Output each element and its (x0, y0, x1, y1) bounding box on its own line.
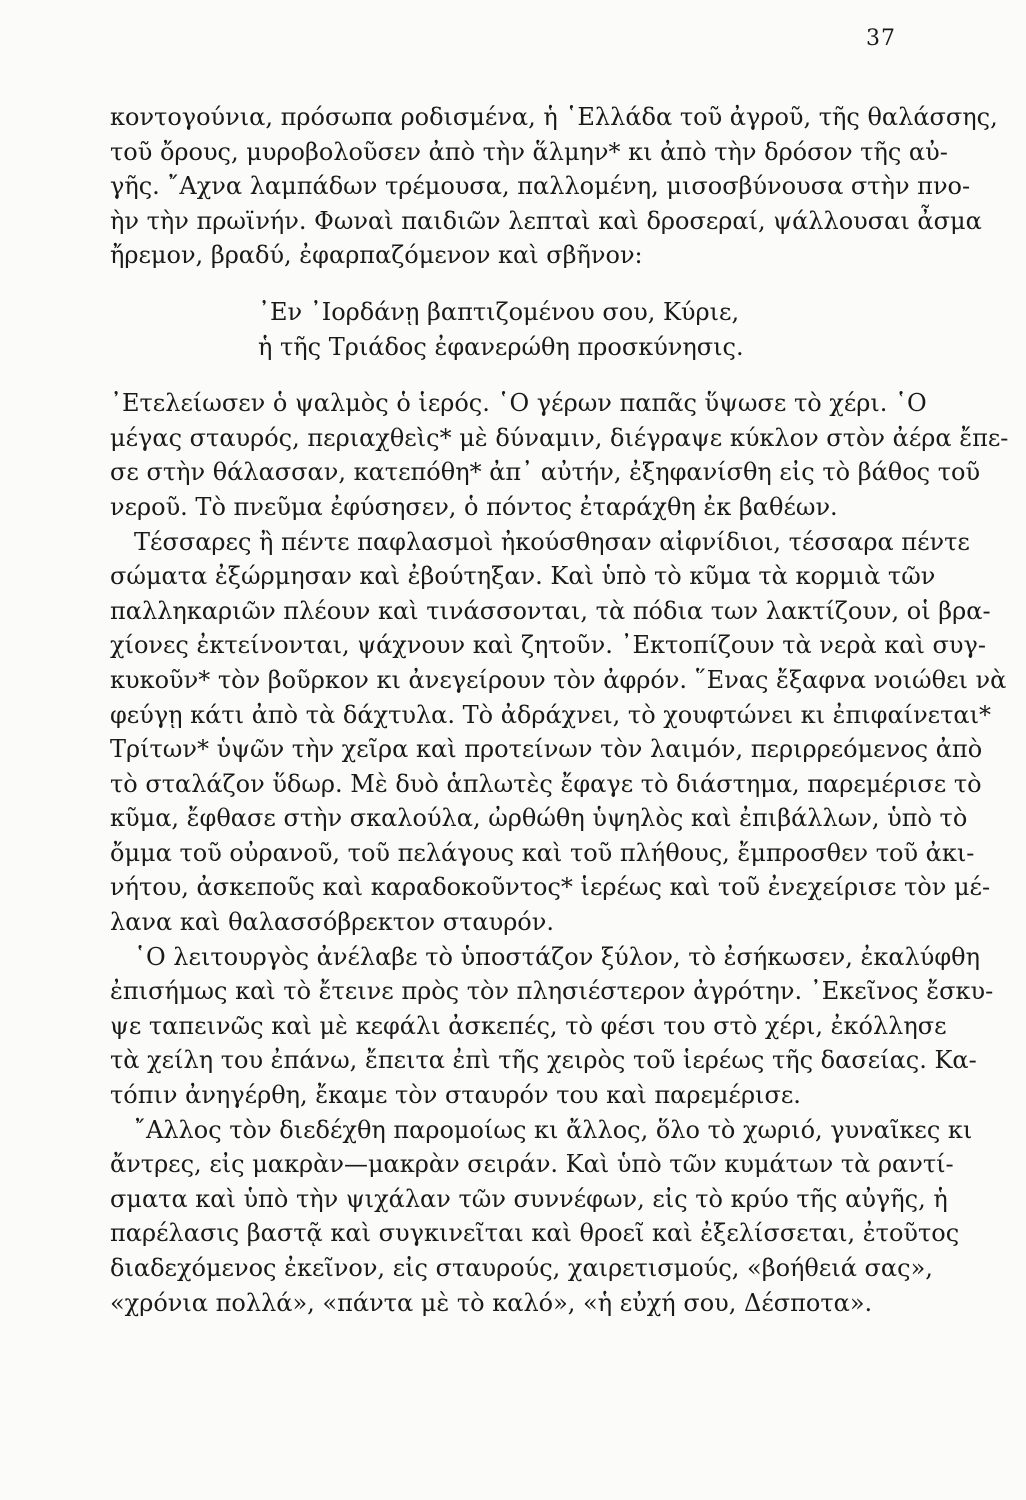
paragraph-2 (110, 386, 1009, 524)
text-line: μέγας σταυρός, περιαχθεὶς* μὲ δύναμιν, διέγραψε κύκλον στὸν ἀέρα ἔπε- (110, 423, 1009, 452)
text-line: ὴν τὴν πρωϊνήν. Φωναὶ παιδιῶν λεπταὶ καὶ δροσεραί, ψάλλουσαι ἆσμα (110, 206, 982, 235)
text-line: κυκοῦν* τὸν βοῦρκον κι ἀνεγείρουν τὸν ἀφρόν. ῞Ενας ἔξαφνα νοιώθει νὰ (110, 665, 1007, 694)
paragraph-5 (110, 1113, 973, 1321)
text-line: ᾿Ετελείωσεν ὁ ψαλμὸς ὁ ἱερός. ῾Ο γέρων παπᾶς ὕψωσε τὸ χέρι. ῾Ο (110, 389, 927, 418)
text-line: ἐπισήμως καὶ τὸ ἔτεινε πρὸς τὸν πλησιέστερον ἀγρότην. ᾿Εκεῖνος ἔσκυ- (110, 977, 994, 1006)
text-line: διαδεχόμενος ἐκεῖνον, εἰς σταυρούς, χαιρετισμούς, «βοήθειά σας», (110, 1254, 933, 1282)
text-line: τοῦ ὄρους, μυροβολοῦσεν ἀπὸ τὴν ἅλμην* κι ἀπὸ τὴν δρόσον τῆς αὐ- (110, 137, 948, 166)
paragraph-3 (110, 525, 1007, 940)
verse-quote (110, 295, 930, 364)
text-line: κῦμα, ἔφθασε στὴν σκαλούλα, ὠρθώθη ὑψηλὸς καὶ ἐπιβάλλων, ὑπὸ τὸ (110, 804, 968, 833)
text-line: φεύγῃ κάτι ἀπὸ τὰ δάχτυλα. Τὸ ἀδράχνει, τὸ χουφτώνει κι ἐπιφαίνεται* (110, 700, 992, 729)
text-line: ὄμμα τοῦ οὐρανοῦ, τοῦ πελάγους καὶ τοῦ πλήθους, ἔμπροσθεν τοῦ ἀκι- (110, 838, 975, 867)
text-line: παλληκαριῶν πλέουν καὶ τινάσσονται, τὰ πόδια των λακτίζουν, οἱ βρα- (110, 596, 991, 625)
text-line: νήτου, ἀσκεποῦς καὶ καραδοκοῦντος* ἱερέως καὶ τοῦ ἐνεχείρισε τὸν μέ- (110, 873, 991, 902)
text-line: κοντογούνια, πρόσωπα ροδισμένα, ἡ ῾Ελλάδα τοῦ ἀγροῦ, τῆς θαλάσσης, (110, 103, 998, 131)
verse-line: ἡ τῆς Τριάδος ἐφανερώθη προσκύνησις. (258, 332, 744, 361)
verse-line: ᾿Εν ᾿Ιορδάνῃ βαπτιζομένου σου, Κύριε, (258, 297, 740, 326)
text-line: γῆς. ῎Αχνα λαμπάδων τρέμουσα, παλλομένη, μισοσβύνουσα στὴν πνο- (110, 172, 971, 201)
page-body-text (110, 100, 1009, 1320)
text-line: χίονες ἐκτείνονται, ψάχνουν καὶ ζητοῦν. ᾿Εκτοπίζουν τὰ νερὰ καὶ συγ- (110, 631, 986, 660)
text-line: Τρίτων* ὑψῶν τὴν χεῖρα καὶ προτείνων τὸν λαιμόν, περιρρεόμενος ἀπὸ (110, 735, 983, 764)
paragraph-4 (110, 940, 994, 1113)
spacer (110, 273, 930, 295)
text-line: τὸ σταλάζον ὕδωρ. Μὲ δυὸ ἁπλωτὲς ἔφαγε τὸ διάστημα, παρεμέρισε τὸ (110, 769, 982, 798)
text-line: «χρόνια πολλά», «πάντα μὲ τὸ καλό», «ἡ εὐχή σου, Δέσποτα». (110, 1288, 873, 1317)
text-line: ῾Ο λειτουργὸς ἀνέλαβε τὸ ὑποστάζον ξύλον, τὸ ἐσήκωσεν, ἐκαλύφθη (134, 942, 981, 971)
text-line: λανα καὶ θαλασσόβρεκτον σταυρόν. (110, 908, 554, 937)
text-line: Τέσσαρες ἢ πέντε παφλασμοὶ ἠκούσθησαν αἰφνίδιοι, τέσσαρα πέντε (134, 527, 970, 556)
text-line: ἄντρες, εἰς μακρὰν—μακρὰν σειράν. Καὶ ὑπὸ τῶν κυμάτων τὰ ραντί- (110, 1150, 954, 1179)
text-line: ῎Αλλος τὸν διεδέχθη παρομοίως κι ἄλλος, ὅλο τὸ χωριό, γυναῖκες κι (134, 1115, 973, 1144)
paragraph-1 (110, 100, 998, 273)
text-line: σματα καὶ ὑπὸ τὴν ψιχάλαν τῶν συννέφων, εἰς τὸ κρύο τῆς αὐγῆς, ἡ (110, 1184, 948, 1213)
text-line: ἤρεμον, βραδύ, ἐφαρπαζόμενον καὶ σβῆνον: (110, 241, 643, 270)
text-line: ψε ταπεινῶς καὶ μὲ κεφάλι ἀσκεπές, τὸ φέσι του στὸ χέρι, ἐκόλλησε (110, 1011, 947, 1040)
text-line: νεροῦ. Τὸ πνεῦμα ἐφύσησεν, ὁ πόντος ἐταράχθη ἐκ βαθέων. (110, 492, 838, 521)
spacer (110, 364, 930, 386)
text-line: σώματα ἐξώρμησαν καὶ ἐβούτηξαν. Καὶ ὑπὸ τὸ κῦμα τὰ κορμιὰ τῶν (110, 562, 936, 591)
text-line: τὰ χείλη του ἐπάνω, ἔπειτα ἐπὶ τῆς χειρὸς τοῦ ἱερέως τῆς δασείας. Κα- (110, 1046, 977, 1075)
page-number: 37 (866, 26, 896, 51)
text-line: τόπιν ἀνηγέρθη, ἔκαμε τὸν σταυρόν του καὶ παρεμέρισε. (110, 1081, 801, 1110)
text-line: παρέλασις βαστᾷ καὶ συγκινεῖται καὶ θροεῖ καὶ ἐξελίσσεται, ἐτοῦτος (110, 1219, 960, 1248)
text-line: σε στὴν θάλασσαν, κατεπόθη* ἀπ᾿ αὐτήν, ἐξηφανίσθη εἰς τὸ βάθος τοῦ (110, 458, 981, 487)
